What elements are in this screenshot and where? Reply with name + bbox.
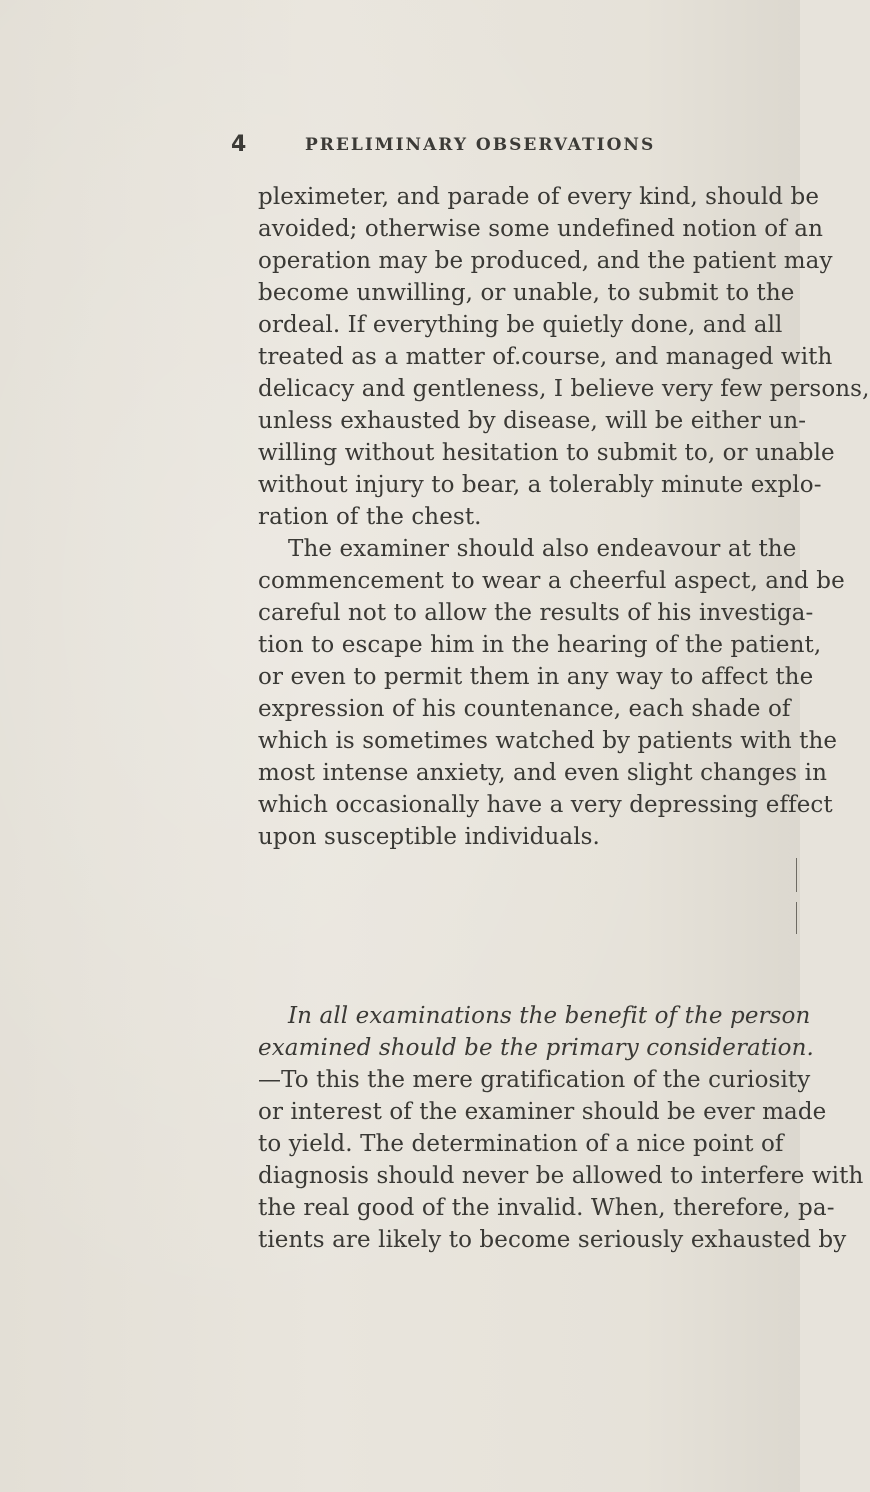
page-number: 4 xyxy=(231,132,247,157)
text-line: commencement to wear a cheerful aspect, and be xyxy=(258,568,845,594)
text-line: treated as a matter of.course, and managed with xyxy=(258,344,833,370)
text-line: become unwilling, or unable, to submit to the xyxy=(258,280,795,306)
text-line: tion to escape him in the hearing of the patient, xyxy=(258,632,822,658)
text-line: ordeal. If everything be quietly done, and all xyxy=(258,312,783,338)
text-line: The examiner should also endeavour at the xyxy=(288,536,797,562)
text-line: tients are likely to become seriously exhausted by xyxy=(258,1227,847,1253)
page-header xyxy=(0,132,800,162)
text-line: operation may be produced, and the patient may xyxy=(258,248,833,274)
text-line: to yield. The determination of a nice point of xyxy=(258,1131,784,1157)
text-line: most intense anxiety, and even slight changes in xyxy=(258,760,827,786)
text-line: willing without hesitation to submit to, or unable xyxy=(258,440,835,466)
text-line: which occasionally have a very depressing effect xyxy=(258,792,833,818)
text-line: the real good of the invalid. When, therefore, pa- xyxy=(258,1195,835,1221)
text-line: diagnosis should never be allowed to interfere with xyxy=(258,1163,864,1189)
text-line: ration of the chest. xyxy=(258,504,482,530)
text-line: or even to permit them in any way to affect the xyxy=(258,664,814,690)
text-line: pleximeter, and parade of every kind, should be xyxy=(258,184,820,210)
text-line: delicacy and gentleness, I believe very few persons, xyxy=(258,376,870,402)
italic-text-line: In all examinations the benefit of the person xyxy=(288,1003,811,1029)
running-head: PRELIMINARY OBSERVATIONS xyxy=(305,135,656,155)
text-line: upon susceptible individuals. xyxy=(258,824,600,850)
text-line: avoided; otherwise some undefined notion of an xyxy=(258,216,823,242)
text-line: or interest of the examiner should be ever made xyxy=(258,1099,827,1125)
paragraph-1 xyxy=(258,181,870,533)
paragraph-2 xyxy=(258,533,845,853)
paragraph-3 xyxy=(258,1000,864,1256)
text-line: careful not to allow the results of his investiga- xyxy=(258,600,814,626)
text-line: —To this the mere gratification of the curiosity xyxy=(258,1067,811,1093)
text-line: expression of his countenance, each shade of xyxy=(258,696,791,722)
text-line: which is sometimes watched by patients with the xyxy=(258,728,838,754)
edge-mark xyxy=(796,902,797,934)
edge-mark xyxy=(796,858,797,892)
text-line: without injury to bear, a tolerably minute explo- xyxy=(258,472,822,498)
text-line: unless exhausted by disease, will be either un- xyxy=(258,408,807,434)
italic-text-line: examined should be the primary consideration. xyxy=(258,1035,814,1061)
